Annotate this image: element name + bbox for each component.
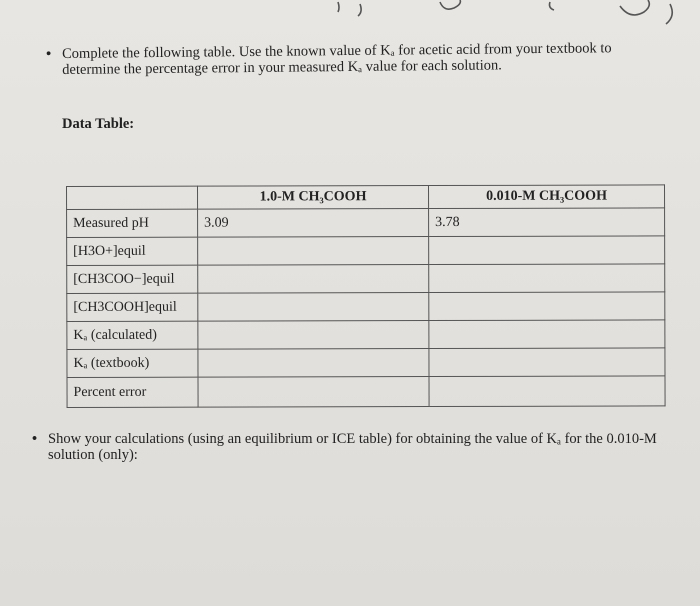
table-row (67, 208, 665, 238)
cell-001m[interactable] (429, 264, 665, 293)
instruction-show-calculations (32, 431, 668, 463)
cell-001m[interactable] (429, 376, 665, 407)
handwritten-marks (320, 0, 700, 30)
header-cell (67, 186, 198, 209)
table-row (67, 292, 665, 322)
cell-001m[interactable]: 3.78 (429, 208, 665, 237)
cell-1m[interactable] (198, 237, 429, 266)
row-label: [CH3COO−]equil (67, 265, 198, 293)
cell-001m[interactable] (429, 348, 665, 377)
cell-1m[interactable] (198, 293, 429, 322)
instruction-complete-table (46, 40, 662, 78)
data-table-heading: Data Table: (62, 116, 135, 132)
row-label: Percent error (67, 377, 198, 407)
row-label: Kₐ (textbook) (67, 349, 198, 377)
table-header-row (67, 185, 665, 210)
cell-1m[interactable]: 3.09 (198, 209, 429, 238)
row-label: [H3O+]equil (67, 237, 198, 265)
table-row (67, 264, 665, 294)
table-row (67, 376, 665, 408)
cell-1m[interactable] (198, 321, 429, 350)
cell-1m[interactable] (198, 377, 429, 408)
table-row (67, 348, 665, 378)
bullet-icon: • (46, 46, 52, 63)
header-cell: 0.010-M CH₃COOH (429, 185, 665, 209)
bullet-icon: • (32, 431, 38, 447)
instruction-text: Show your calculations (using an equilibrium or ICE table) for obtaining the value of Kₐ for the 0.010-M solution (only): (48, 431, 657, 463)
row-label: Kₐ (calculated) (67, 321, 198, 349)
cell-001m[interactable] (429, 320, 665, 349)
cell-1m[interactable] (198, 349, 429, 378)
table-row (67, 236, 665, 266)
data-table (66, 184, 666, 408)
row-label: [CH3COOH]equil (67, 293, 198, 321)
cell-001m[interactable] (429, 236, 665, 265)
cell-001m[interactable] (429, 292, 665, 321)
cell-1m[interactable] (198, 265, 429, 294)
instruction-text: Complete the following table. Use the known value of Kₐ for acetic acid from your textbook to determine the percentage error in your measured Kₐ value for each solution. (62, 40, 612, 78)
table-row (67, 320, 665, 350)
header-cell: 1.0-M CH₃COOH (198, 186, 429, 210)
row-label: Measured pH (67, 209, 198, 237)
